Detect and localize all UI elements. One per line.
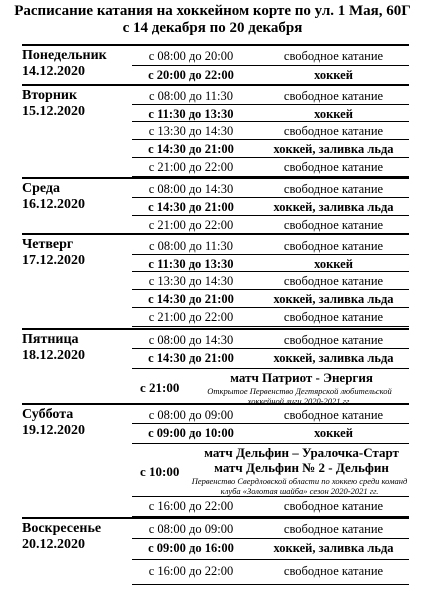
- time-cell: с 13:30 до 14:30: [148, 273, 234, 288]
- schedule-row: [132, 122, 409, 140]
- time-cell: с 11:30 до 13:30: [148, 256, 234, 271]
- schedule-row: [132, 237, 409, 255]
- activity-cell: хоккей: [314, 106, 353, 121]
- day-divider: [22, 517, 409, 519]
- schedule-row: [132, 140, 409, 158]
- time-cell: с 13:30 до 14:30: [148, 123, 234, 138]
- row-divider: [132, 65, 409, 66]
- activity-cell: хоккей, заливка льда: [273, 540, 394, 555]
- schedule-row: [132, 424, 409, 442]
- schedule-row: [132, 520, 409, 538]
- time-cell: с 14:30 до 21:00: [148, 199, 234, 214]
- day-name: Воскресенье: [22, 521, 102, 536]
- day-date: 18.12.2020: [22, 348, 85, 363]
- match-time: с 10:00: [140, 464, 180, 479]
- day-label: [22, 521, 132, 553]
- match-note: Первенство Свердловской области по хоккею среди команд клуба «Золотая шайба» сезон 2020-2021 гг.: [191, 476, 408, 496]
- activity-cell: свободное катание: [283, 407, 384, 422]
- match-time: с 21:00: [140, 380, 180, 395]
- schedule-row: [132, 497, 409, 515]
- time-cell: с 16:00 до 22:00: [148, 563, 234, 578]
- match-block: [132, 444, 409, 495]
- activity-cell: свободное катание: [283, 309, 384, 324]
- day-divider: [22, 403, 409, 405]
- day-divider: [22, 44, 409, 46]
- row-divider: [132, 443, 409, 444]
- activity-cell: хоккей, заливка льда: [273, 291, 394, 306]
- match-title: матч Дельфин – Уралочка-Старт: [204, 445, 399, 460]
- page-title: Расписание катания на хоккейном корте по ул. 1 Мая, 60Г: [14, 3, 411, 19]
- day-name: Среда: [22, 181, 61, 196]
- day-date: 14.12.2020: [22, 64, 85, 79]
- schedule-row: [132, 406, 409, 424]
- schedule-row: [132, 47, 409, 65]
- match-block: [132, 369, 409, 406]
- row-divider: [132, 538, 409, 539]
- schedule-row: [132, 331, 409, 349]
- activity-cell: свободное катание: [283, 563, 384, 578]
- day-date: 16.12.2020: [22, 197, 85, 212]
- activity-cell: свободное катание: [283, 273, 384, 288]
- schedule-row: [132, 272, 409, 290]
- day-divider: [22, 328, 409, 330]
- activity-cell: хоккей: [314, 425, 353, 440]
- row-divider: [132, 307, 409, 308]
- row-divider: [132, 157, 409, 158]
- schedule-row: [132, 66, 409, 84]
- row-divider: [132, 104, 409, 105]
- time-cell: с 14:30 до 21:00: [148, 291, 234, 306]
- activity-cell: хоккей: [314, 256, 353, 271]
- time-cell: с 08:00 до 11:30: [148, 238, 233, 253]
- match-title: матч Дельфин № 2 - Дельфин: [214, 460, 389, 475]
- schedule-row: [132, 539, 409, 557]
- schedule-row: [132, 216, 409, 234]
- time-cell: с 08:00 до 14:30: [148, 181, 234, 196]
- row-divider: [132, 348, 409, 349]
- time-cell: с 21:00 до 22:00: [148, 159, 234, 174]
- time-cell: с 08:00 до 20:00: [148, 48, 234, 63]
- schedule-row: [132, 290, 409, 308]
- day-name: Понедельник: [22, 48, 107, 63]
- day-label: [22, 237, 132, 269]
- day-name: Четверг: [22, 237, 74, 252]
- day-date: 15.12.2020: [22, 104, 85, 119]
- time-cell: с 08:00 до 09:00: [148, 407, 234, 422]
- activity-cell: свободное катание: [283, 88, 384, 103]
- time-cell: с 14:30 до 21:00: [148, 350, 234, 365]
- row-divider: [132, 289, 409, 290]
- row-divider: [132, 559, 409, 560]
- activity-cell: свободное катание: [283, 48, 384, 63]
- day-divider: [22, 84, 409, 86]
- time-cell: с 09:00 до 10:00: [148, 425, 234, 440]
- day-label: [22, 88, 132, 120]
- row-divider: [132, 423, 409, 424]
- schedule-row: [132, 87, 409, 105]
- row-divider: [132, 121, 409, 122]
- day-label: [22, 332, 132, 364]
- day-label: [22, 48, 132, 80]
- activity-cell: свободное катание: [283, 159, 384, 174]
- schedule-row: [132, 180, 409, 198]
- activity-cell: свободное катание: [283, 123, 384, 138]
- day-date: 19.12.2020: [22, 423, 85, 438]
- day-divider: [22, 233, 409, 235]
- day-date: 17.12.2020: [22, 253, 85, 268]
- activity-cell: хоккей, заливка льда: [273, 199, 394, 214]
- time-cell: с 21:00 до 22:00: [148, 309, 234, 324]
- day-name: Вторник: [22, 88, 78, 103]
- time-cell: с 08:00 до 09:00: [148, 521, 234, 536]
- match-title: матч Патриот - Энергия: [230, 370, 373, 385]
- day-date: 20.12.2020: [22, 537, 85, 552]
- activity-cell: хоккей: [314, 67, 353, 82]
- activity-cell: свободное катание: [283, 521, 384, 536]
- row-divider: [132, 496, 409, 497]
- schedule-row: [132, 158, 409, 176]
- schedule-row: [132, 562, 409, 580]
- activity-cell: хоккей, заливка льда: [273, 141, 394, 156]
- activity-cell: свободное катание: [283, 498, 384, 513]
- day-name: Суббота: [22, 407, 74, 422]
- time-cell: с 16:00 до 22:00: [148, 498, 234, 513]
- row-divider: [132, 254, 409, 255]
- schedule-row: [132, 308, 409, 326]
- time-cell: с 21:00 до 22:00: [148, 217, 234, 232]
- activity-cell: свободное катание: [283, 332, 384, 347]
- time-cell: с 14:30 до 21:00: [148, 141, 234, 156]
- row-divider: [132, 215, 409, 216]
- row-divider: [132, 326, 409, 327]
- activity-cell: свободное катание: [283, 217, 384, 232]
- row-divider: [132, 197, 409, 198]
- page-subtitle: с 14 декабря по 20 декабря: [122, 20, 303, 36]
- time-cell: с 08:00 до 11:30: [148, 88, 233, 103]
- match-note: Открытое Первенство Дегтярской любительской хоккейной лиги 2020-2021 гг.: [207, 386, 392, 406]
- row-divider: [132, 139, 409, 140]
- day-label: [22, 181, 132, 213]
- row-divider: [132, 271, 409, 272]
- activity-cell: свободное катание: [283, 181, 384, 196]
- time-cell: с 11:30 до 13:30: [148, 106, 234, 121]
- day-label: [22, 407, 132, 439]
- time-cell: с 08:00 до 14:30: [148, 332, 234, 347]
- row-divider: [132, 368, 409, 369]
- time-cell: с 09:00 до 16:00: [148, 540, 234, 555]
- row-divider: [132, 584, 409, 585]
- schedule-row: [132, 198, 409, 216]
- schedule-row: [132, 349, 409, 367]
- time-cell: с 20:00 до 22:00: [148, 67, 234, 82]
- activity-cell: свободное катание: [283, 238, 384, 253]
- activity-cell: хоккей, заливка льда: [273, 350, 394, 365]
- day-divider: [22, 177, 409, 179]
- day-name: Пятница: [22, 332, 79, 347]
